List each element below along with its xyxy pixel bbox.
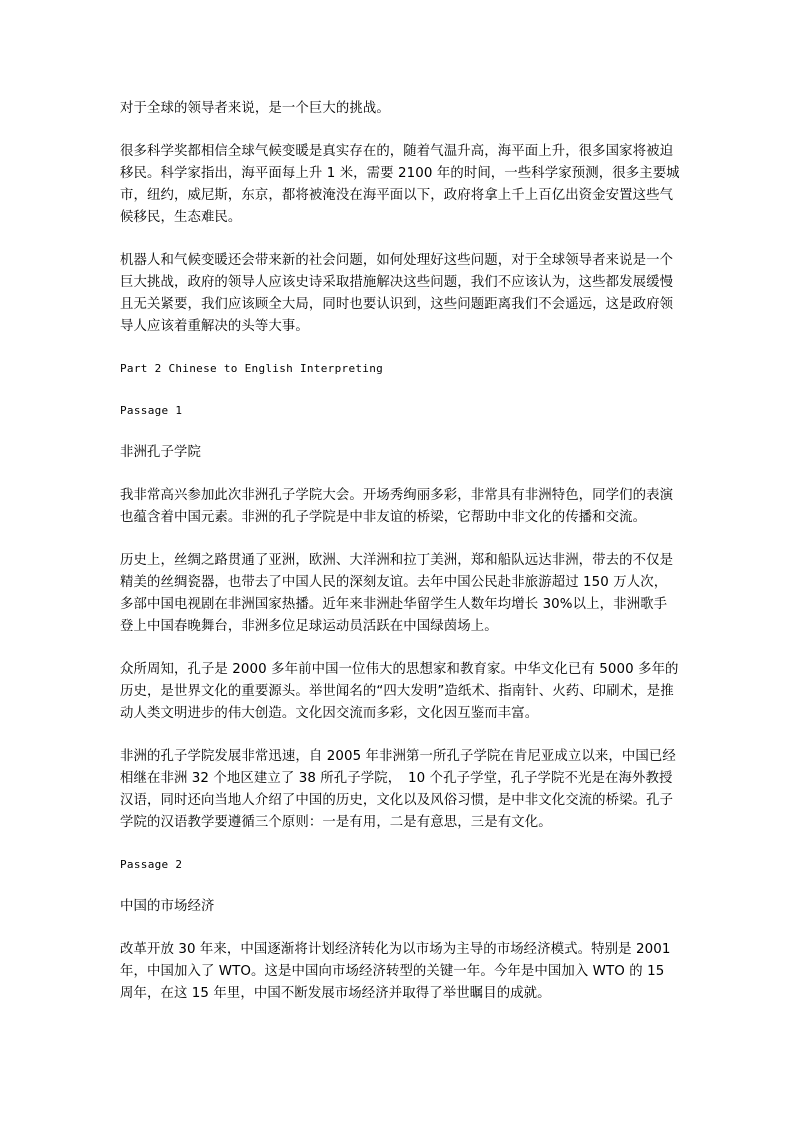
passage1-title: 非洲孔子学院 bbox=[120, 445, 201, 460]
document-page bbox=[120, 98, 680, 1005]
robots-climate-paragraph: 机器人和气候变暖还会带来新的社会问题，如何处理好这些问题，对于全球领导者来说是一个巨大挑战，政府的领导人应该史诗采取措施解决这些问题，我们不应该认为，这些都发展缓慢且无关紧要，我们应该顾全大局，同时也要认识到，这些问题距离我们不会遥远，这是政府领导人应该着重解决的头等大事。 bbox=[120, 253, 674, 334]
climate-migration-paragraph: 很多科学奖都相信全球气候变暖是真实存在的，随着气温升高，海平面上升，很多国家将被迫移民。科学家指出，海平面每上升 1 米，需要 2100 年的时间，一些科学家预测，很多主要城市，纽约，威尼斯，东京，都将被淹没在海平面以下，政府将拿上千上百亿出资金安置这些气候移民，生态难民。 bbox=[120, 144, 680, 225]
passage2-title: 中国的市场经济 bbox=[120, 899, 215, 914]
passage1-paragraph-2: 历史上，丝绸之路贯通了亚洲，欧洲、大洋洲和拉丁美洲，郑和船队远达非洲，带去的不仅是精美的丝绸瓷器，也带去了中国人民的深刻友谊。去年中国公民赴非旅游超过 150 万人次，多部中国电视剧在非洲国家热播。近年来非洲赴华留学生人数年均增长 30%以上，非洲歌手登上中国春晚舞台，非洲多位足球运动员活跃在中国绿茵场上。 bbox=[120, 553, 674, 634]
passage2-paragraph-1: 改革开放 30 年来，中国逐渐将计划经济转化为以市场为主导的市场经济模式。特别是 2001 年，中国加入了 WTO。这是中国向市场经济转型的关键一年。今年是中国加入 WTO 的 15 周年，在这 15 年里，中国不断发展市场经济并取得了举世瞩目的成就。 bbox=[120, 942, 671, 1001]
passage1-label: Passage 1 bbox=[120, 404, 183, 417]
passage1-paragraph-1: 我非常高兴参加此次非洲孔子学院大会。开场秀绚丽多彩，非常具有非洲特色，同学们的表演也蕴含着中国元素。非洲的孔子学院是中非友谊的桥梁，它帮助中非文化的传播和交流。 bbox=[120, 488, 674, 525]
passage1-paragraph-3: 众所周知，孔子是 2000 多年前中国一位伟大的思想家和教育家。中华文化已有 5000 多年的历史，是世界文化的重要源头。举世闻名的“四大发明”造纸术、指南针、火药、印刷术，是推动人类文明进步的伟大创造。文化因交流而多彩，文化因互鉴而丰富。 bbox=[120, 662, 679, 721]
passage1-paragraph-4: 非洲的孔子学院发展非常迅速，自 2005 年非洲第一所孔子学院在肯尼亚成立以来，中国已经相继在非洲 32 个地区建立了 38 所孔子学院， 10 个孔子学堂，孔子学院不光是在海外教授汉语，同时还向当地人介绍了中国的历史，文化以及风俗习惯，是中非文化交流的桥梁。孔子学院的汉语教学要遵循三个原则：一是有用，二是有意思，三是有文化。 bbox=[120, 749, 676, 830]
part2-heading: Part 2 Chinese to English Interpreting bbox=[120, 362, 384, 375]
intro-paragraph: 对于全球的领导者来说，是一个巨大的挑战。 bbox=[120, 101, 390, 116]
passage2-label: Passage 2 bbox=[120, 858, 183, 871]
